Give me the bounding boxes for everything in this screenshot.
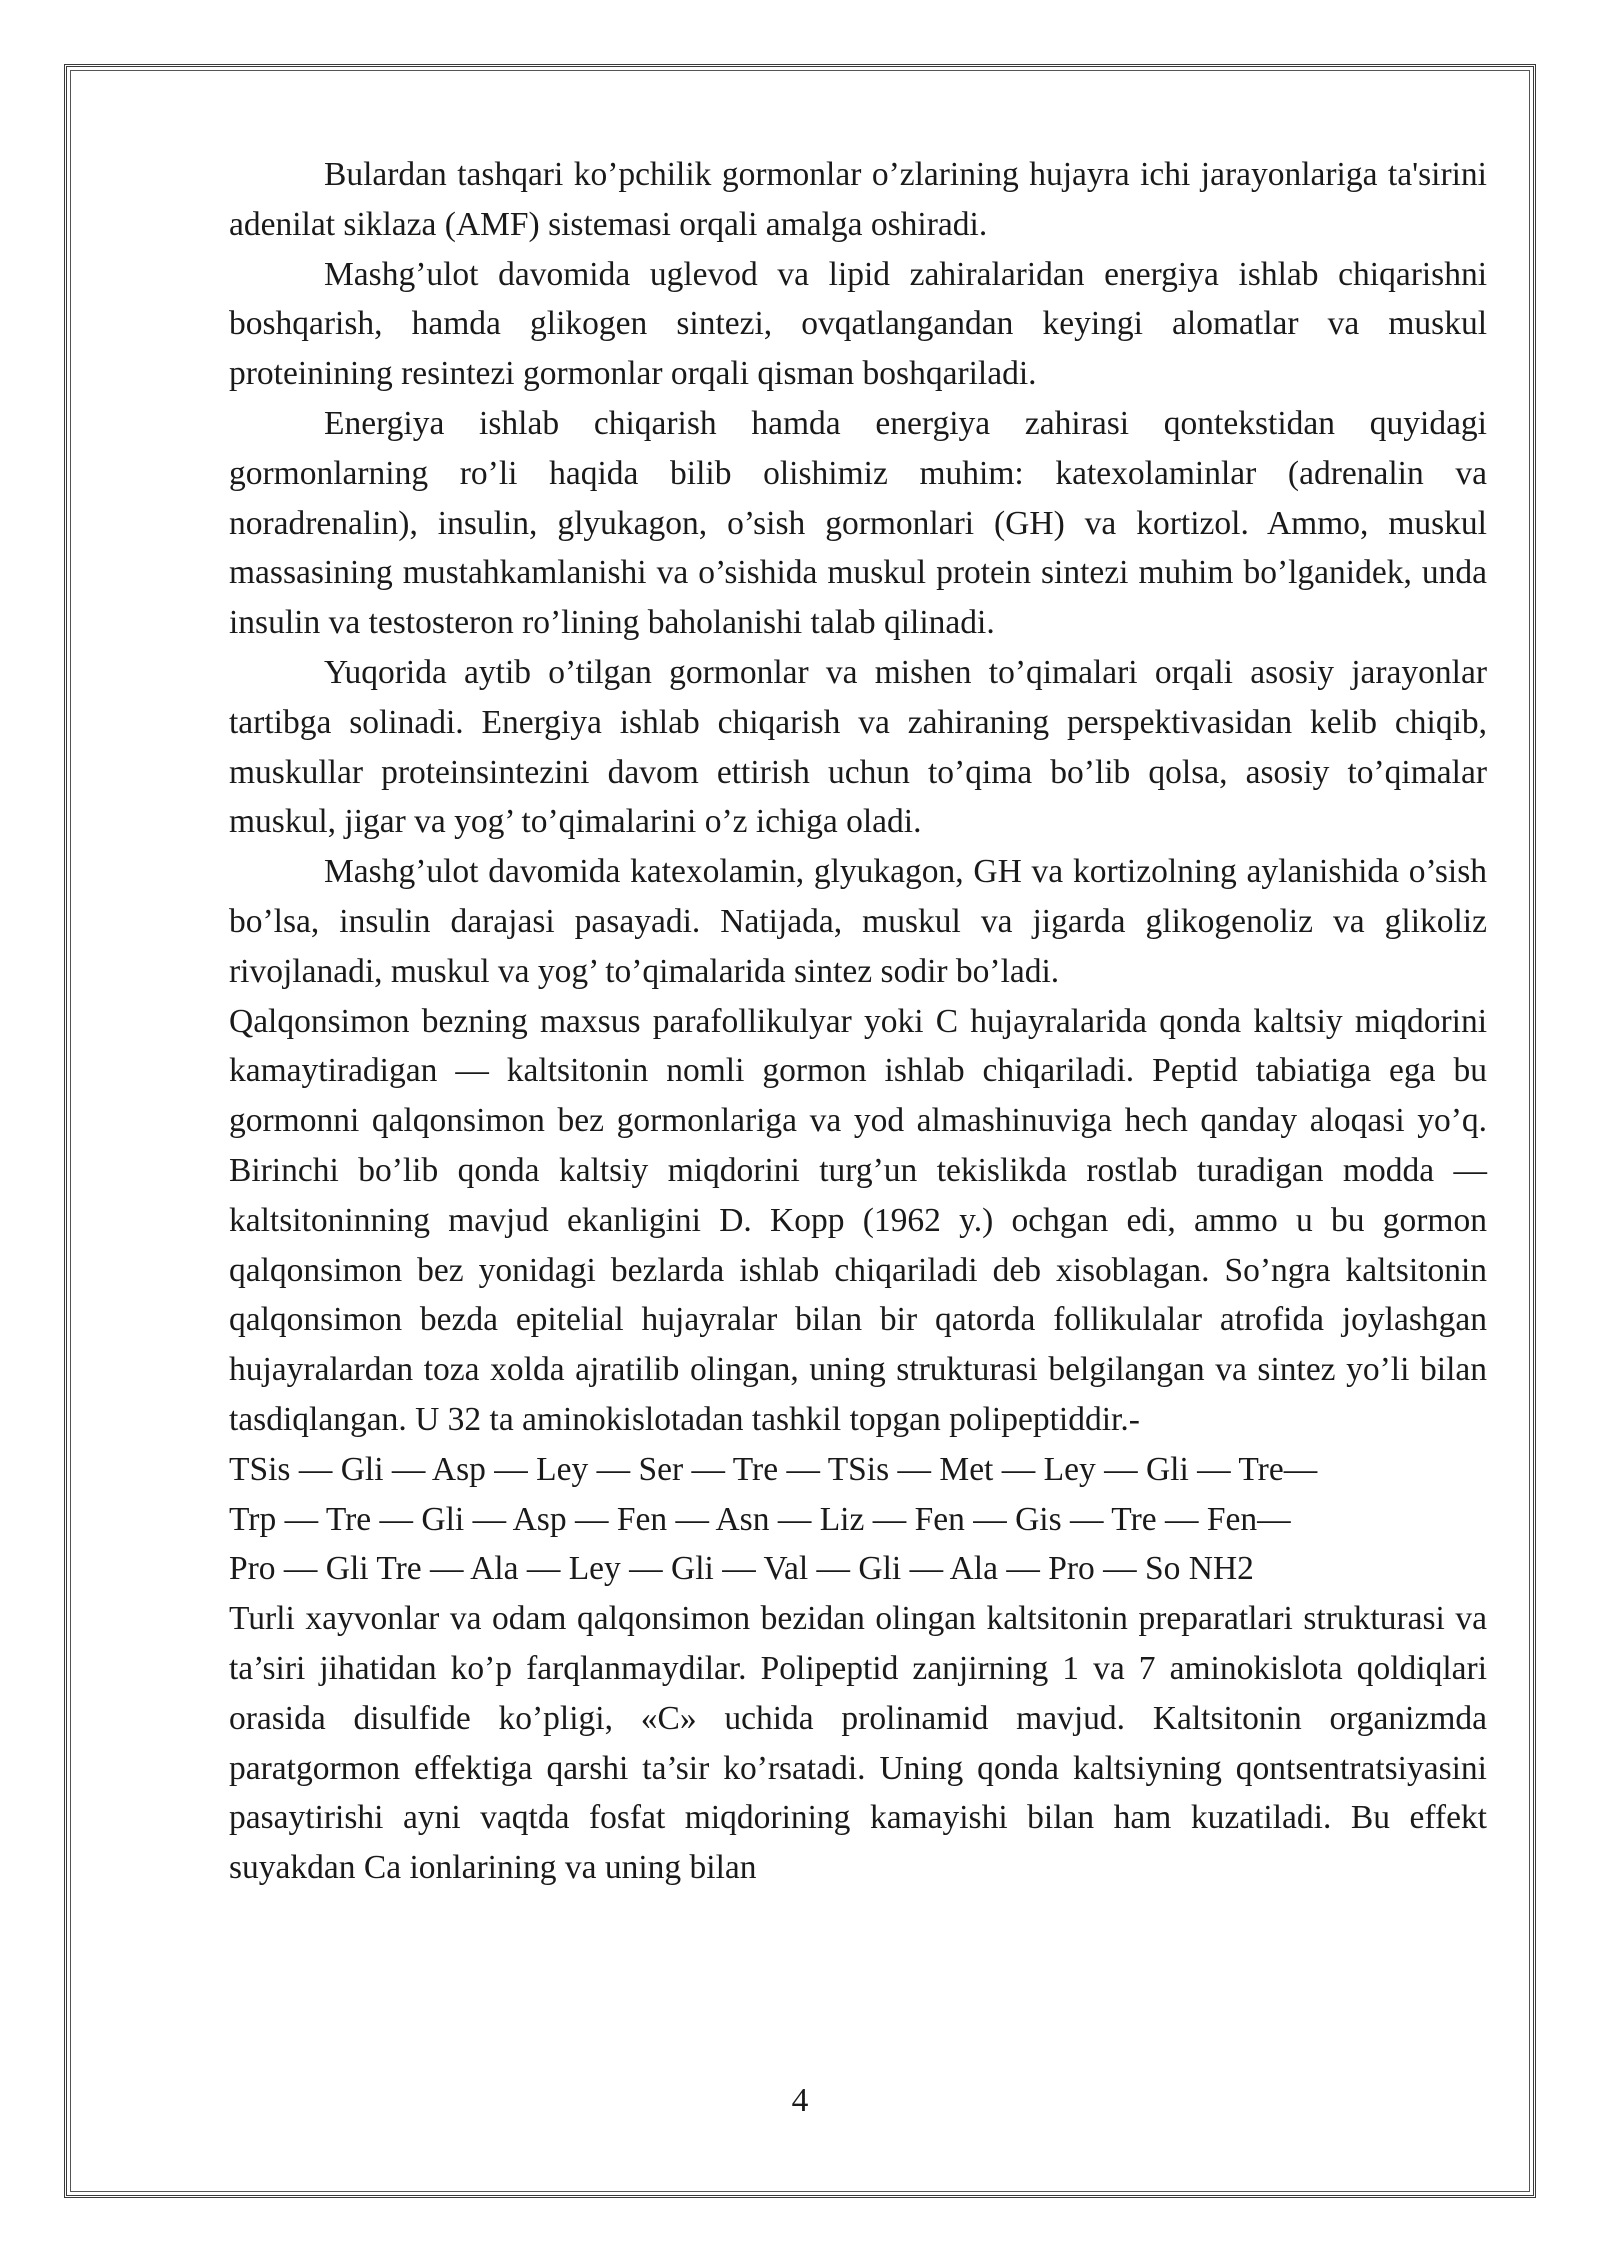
document-body xyxy=(229,150,1487,1893)
paragraph: Turli xayvonlar va odam qalqonsimon bezidan olingan kaltsitonin preparatlari strukturasi va ta’siri jihatidan ko’p farqlanmaydilar. Polipeptid zanjirning 1 va 7 aminokislota qoldiqlari orasida disulfide ko’pligi, «C» uchida prolinamid mavjud. Kaltsitonin organizmda paratgormon effektiga qarshi ta’sir ko’rsatadi. Uning qonda kaltsiyning qontsentratsiyasini pasaytirishi ayni vaqtda fosfat miqdorining kamayishi bilan ham kuzatiladi. Bu effekt suyakdan Ca ionlarining va uning bilan xyxy=(229,1600,1487,1887)
paragraph: Mashg’ulot davomida katexolamin, glyukagon, GH va kortizolning aylanishida o’sish bo’lsa, insulin darajasi pasayadi. Natijada, muskul va jigarda glikogenoliz va glikoliz rivojlanadi, muskul va yog’ to’qimalarida sintez sodir bo’ladi. xyxy=(229,853,1487,990)
paragraph: Bulardan tashqari ko’pchilik gormonlar o’zlarining hujayra ichi jarayonlariga ta'sirini adenilat siklaza (AMF) sistemasi orqali amalga oshiradi. xyxy=(229,156,1487,243)
paragraph: Energiya ishlab chiqarish hamda energiya zahirasi qontekstidan quyidagi gormonlarning ro’li haqida bilib olishimiz muhim: katexolaminlar (adrenalin va noradrenalin), insulin, glyukagon, o’sish gormonlari (GH) va kortizol. Ammo, muskul massasining mustahkamlanishi va o’sishida muskul protein sintezi muhim bo’lganidek, unda insulin va testosteron ro’lining baholanishi talab qilinadi. xyxy=(229,404,1487,642)
amino-acid-sequence-line: Trp — Tre — Gli — Asp — Fen — Asn — Liz — Fen — Gis — Tre — Fen— xyxy=(229,1500,1291,1538)
page-number: 4 xyxy=(791,2082,809,2119)
paragraph: Qalqonsimon bezning maxsus parafollikulyar yoki C hujayralarida qonda kaltsiy miqdorini kamaytiradigan — kaltsitonin nomli gormon ishlab chiqariladi. Peptid tabiatiga ega bu gormonni qalqonsimon bez gormonlariga va yod almashinuviga hech qanday aloqasi yo’q. Birinchi bo’lib qonda kaltsiy miqdorini turg’un tekislikda rostlab turadigan modda — kaltsitoninning mavjud ekanligini D. Kopp (1962 y.) ochgan edi, ammo u bu gormon qalqonsimon bez yonidagi bezlarda ishlab chiqariladi deb xisoblagan. So’ngra kaltsitonin qalqonsimon bezda epitelial hujayralar bilan bir qatorda follikulalar atrofida joylashgan hujayralardan toza xolda ajratilib olingan, uning strukturasi belgilangan va sintez yo’li bilan tasdiqlangan. U 32 ta aminokislotadan tashkil topgan polipeptiddir.- xyxy=(229,1002,1487,1438)
paragraph: Mashg’ulot davomida uglevod va lipid zahiralaridan energiya ishlab chiqarishni boshqarish, hamda glikogen sintezi, ovqatlangandan keyingi alomatlar va muskul proteinining resintezi gormonlar orqali qisman boshqariladi. xyxy=(229,255,1487,393)
paragraph: Yuqorida aytib o’tilgan gormonlar va mishen to’qimalari orqali asosiy jarayonlar tartibga solinadi. Energiya ishlab chiqarish va zahiraning perspektivasidan kelib chiqib, muskullar proteinsintezini davom ettirish uchun to’qima bo’lib qolsa, asosiy to’qimalar muskul, jigar va yog’ to’qimalarini o’z ichiga oladi. xyxy=(229,653,1487,841)
amino-acid-sequence-line: Pro — Gli Tre — Ala — Ley — Gli — Val — Gli — Ala — Pro — So NH2 xyxy=(229,1550,1254,1588)
amino-acid-sequence-line: TSis — Gli — Asp — Ley — Ser — Tre — TSis — Met — Ley — Gli — Tre— xyxy=(229,1450,1318,1488)
